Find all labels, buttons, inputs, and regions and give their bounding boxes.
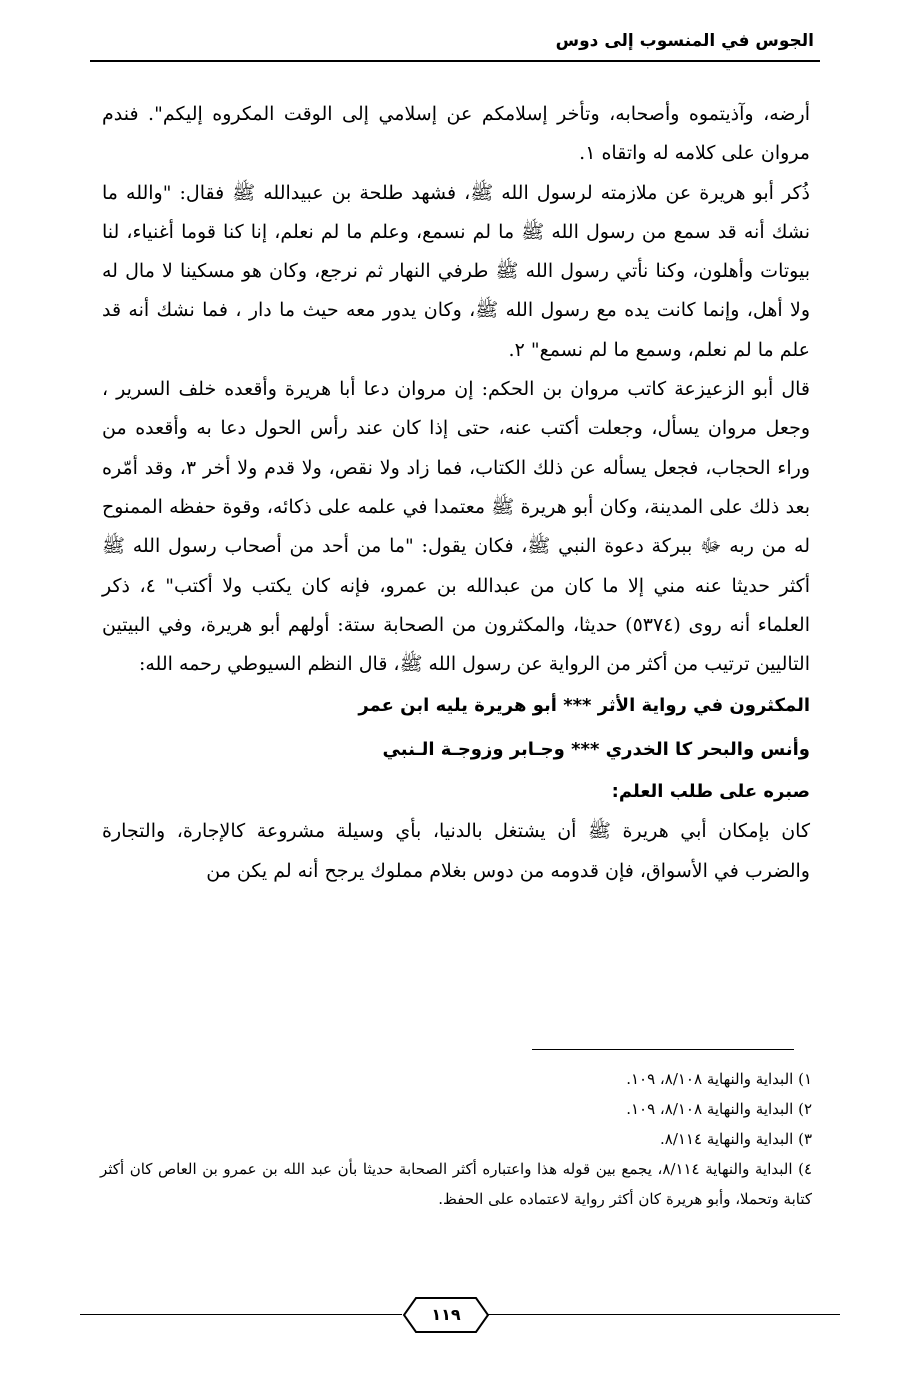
ornament-line-right <box>488 1314 840 1315</box>
paragraph: ذُكر أبو هريرة عن ملازمته لرسول الله ﷺ، فشهد طلحة بن عبيدالله ﷺ فقال: "والله ما نشك أنه قد سمع من رسول الله ﷺ ما لم نسمع، وعلم ما لم نعلم، إنا كنا قوما أغنياء، لنا بيوتات وأهلون، وكنا نأتي رسول الله ﷺ طرفي النهار ثم نرجع، وكان هو مسكينا لا مال له ولا أهل، وإنما كانت يده مع رسول الله ﷺ، وكان يدور معه حيث ما دار ، فما نشك أنه قد علم ما لم نعلم، وسمع ما لم نسمع" ٢. <box>102 181 810 361</box>
footnote-separator <box>532 1049 794 1050</box>
header-rule <box>90 60 820 62</box>
footnote: ٤) البداية والنهاية ٨/١١٤، يجمع بين قوله هذا واعتباره أكثر الصحابة حديثا بأن عبد الله بن عمرو بن العاص كان أكثر كتابة وتحملا، وأبو هريرة كان أكثر رواية لاعتماده على الحفظ. <box>100 1160 812 1208</box>
paragraph: أرضه، وآذيتموه وأصحابه، وتأخر إسلامكم عن إسلامي إلى الوقت المكروه إليكم". فندم مروان على كلامه له واتقاه ١. <box>102 103 810 165</box>
verse-line: وأنس والبحر كا الخدري *** وجـابر وزوجـة الـنبي <box>382 739 810 761</box>
page-number-ornament <box>80 1292 840 1342</box>
verse-line: المكثرون في رواية الأثر *** أبو هريرة يليه ابن عمر <box>358 695 810 717</box>
paragraph: قال أبو الزعيزعة كاتب مروان بن الحكم: إن مروان دعا أبا هريرة وأقعده خلف السرير ، وجعل مروان يسأل، وجعلت أكتب عنه، حتى إذا كان عند رأس الحول دعا به وأقعده من وراء الحجاب، فجعل يسأله عن ذلك الكتاب، فما زاد ولا نقص، ولا قدم ولا أخر ٣، وقد أمّره بعد ذلك على المدينة، وكان أبو هريرة ﷺ معتمدا في علمه على ذكائه، وقوة حفظه الممنوح له من ربه ﷻ ببركة دعوة النبي ﷺ، فكان يقول: "ما من أحد من أصحاب رسول الله ﷺ أكثر حديثا عنه مني إلا ما كان من عبدالله بن عمرو، فإنه كان يكتب ولا أكتب" ٤، ذكر العلماء أنه روى (٥٣٧٤) حديثا، والمكثرون من الصحابة ستة: أولهم أبو هريرة، وفي البيتين التاليين ترتيب من أكثر من الرواية عن رسول الله ﷺ، قال النظم السيوطي رحمه الله: <box>102 378 810 676</box>
ornament-line-left <box>80 1314 402 1315</box>
paragraph: كان بإمكان أبي هريرة ﷺ أن يشتغل بالدنيا، بأي وسيلة مشروعة كالإجارة، والتجارة والضرب في الأسواق، فإن قدومه من دوس بغلام مملوك يرجح أنه لم يكن من <box>102 820 810 882</box>
section-subheading: صبره على طلب العلم: <box>611 781 810 803</box>
body-text <box>102 95 810 891</box>
running-title: الجوس في المنسوب إلى دوس <box>555 31 814 51</box>
footnote: ٢) البداية والنهاية ٨/١٠٨، ١٠٩. <box>626 1100 812 1118</box>
footnotes <box>100 1064 812 1214</box>
footnote: ١) البداية والنهاية ٨/١٠٨، ١٠٩. <box>626 1070 812 1088</box>
page-header <box>90 26 820 62</box>
footnote: ٣) البداية والنهاية ٨/١١٤. <box>659 1130 812 1148</box>
page-number: ١١٩ <box>431 1305 461 1324</box>
